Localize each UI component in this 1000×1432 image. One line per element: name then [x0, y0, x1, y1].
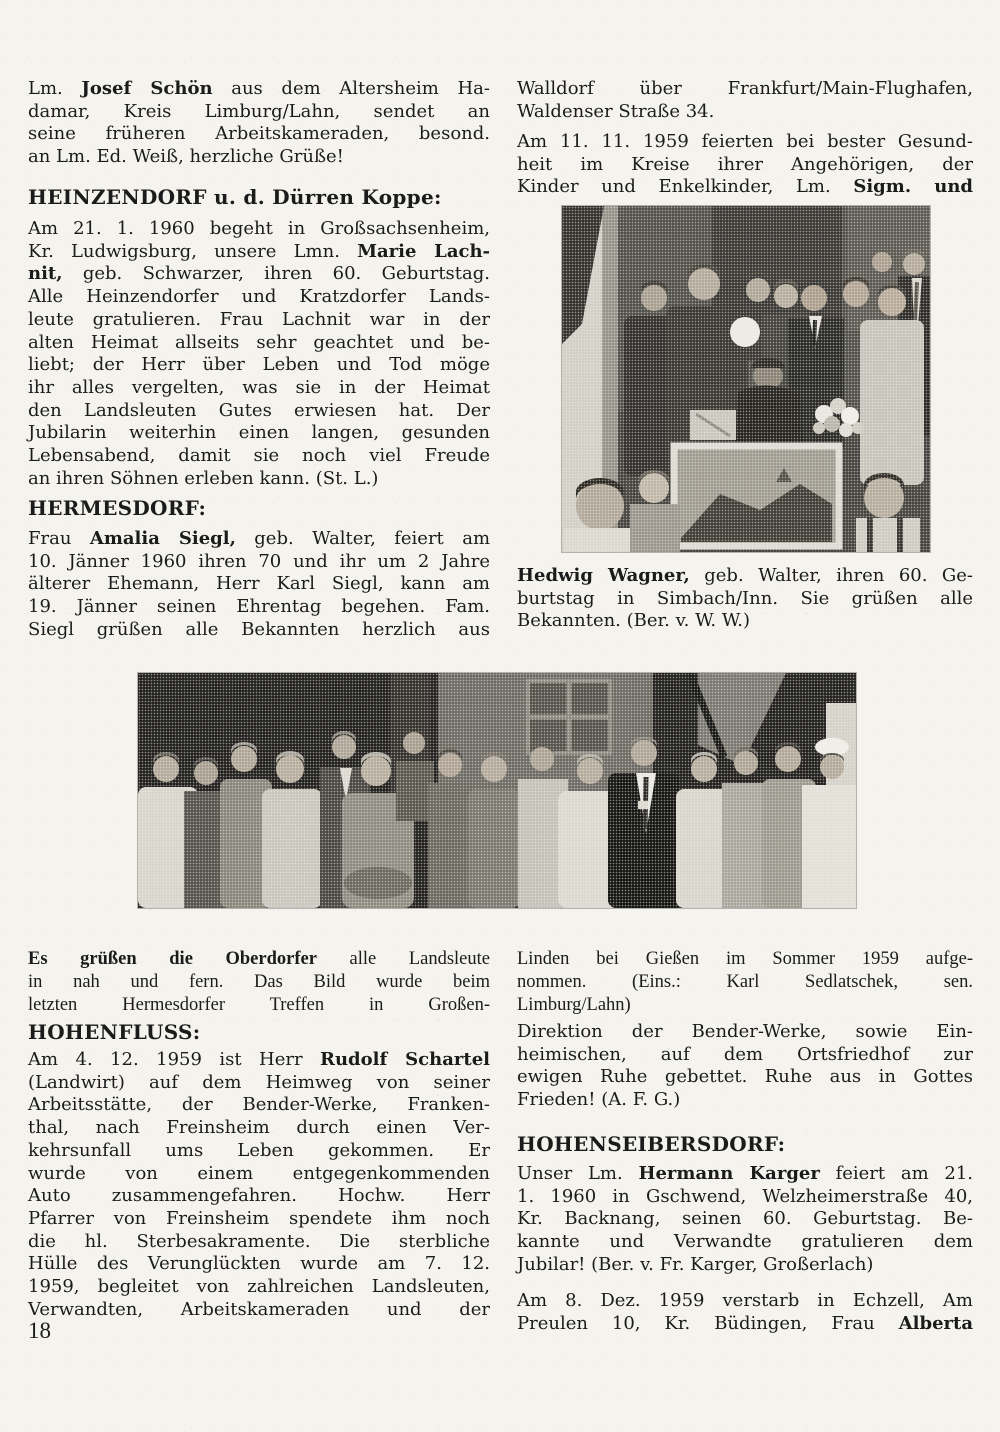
- text-line: ewigen Ruhe gebettet. Ruhe aus in Gottes: [517, 1066, 973, 1088]
- text-line: ihr alles vergelten, was sie in der Heimat: [28, 376, 490, 398]
- text-line: Waldenser Straße 34.: [517, 100, 715, 122]
- text-line: wurde von einem entgegenkommenden: [28, 1162, 490, 1184]
- paragraph-heinzendorf: [28, 218, 490, 490]
- paragraph-walldorf: [517, 78, 973, 123]
- text-line: Direktion der Bender-Werke, sowie Ein-: [517, 1021, 973, 1042]
- text-line: Am 21. 1. 1960 begeht in Großsachsenheim,: [28, 218, 490, 239]
- text-line: thal, nach Freinsheim durch einen Ver-: [28, 1117, 490, 1139]
- text-line: Preulen 10, Kr. Büdingen, Frau Alberta: [517, 1312, 973, 1334]
- text-line: 1. 1960 in Gschwend, Welzheimerstraße 40,: [517, 1185, 973, 1207]
- heading-hermesdorf: HERMESDORF:: [28, 496, 207, 520]
- text-line: kehrsunfall ums Leben gekommen. Er: [28, 1139, 490, 1161]
- text-line: letzten Hermesdorfer Treffen in Großen-: [28, 995, 490, 1015]
- text-line: den Landsleuten Gutes erwiesen hat. Der: [28, 399, 490, 421]
- text-line: Arbeitsstätte, der Bender-Werke, Franken-: [28, 1094, 490, 1116]
- text-line: kannte und Verwandte gratulieren dem: [517, 1231, 973, 1253]
- text-line: Bekannten. (Ber. v. W. W.): [517, 610, 750, 632]
- page-number: 18: [28, 1318, 51, 1343]
- text-line: Es grüßen die Oberdorfer alle Landsleute: [28, 949, 490, 969]
- text-line: Lebensabend, damit sie noch viel Freude: [28, 445, 490, 467]
- text-line: Kr. Ludwigsburg, unsere Lmn. Marie Lach-: [28, 240, 491, 262]
- text-line: Kr. Backnang, seinen 60. Geburtstag. Be-: [517, 1208, 973, 1230]
- text-line: Jubilarin weiterhin einen langen, gesunden: [28, 422, 490, 444]
- paragraph-feier: [517, 131, 973, 199]
- text-line: Limburg/Lahn): [517, 995, 631, 1015]
- text-line: heit im Kreise ihrer Angehörigen, der: [517, 153, 973, 175]
- text-line: (Landwirt) auf dem Heimweg von seiner: [28, 1071, 490, 1093]
- text-line: alten Heimat allseits sehr geachtet und be-: [28, 331, 490, 353]
- text-line: Alle Heinzendorfer und Kratzdorfer Lands-: [28, 286, 490, 308]
- paragraph-josef-schoen: [28, 78, 490, 169]
- caption-hedwig-wagner: [517, 565, 973, 633]
- text-line: an ihren Söhnen erleben kann. (St. L.): [28, 467, 379, 489]
- text-line: seine früheren Arbeitskameraden, besond.: [28, 123, 490, 145]
- text-line: Pfarrer von Freinsheim spendete ihm noch: [28, 1207, 490, 1229]
- heading-hohenfluss: HOHENFLUSS:: [28, 1020, 201, 1044]
- text-line: Siegl grüßen alle Bekannten herzlich aus: [28, 618, 490, 640]
- text-line: 19. Jänner seinen Ehrentag begehen. Fam.: [28, 596, 490, 618]
- paragraph-karger: [517, 1163, 973, 1277]
- text-line: Frau Amalia Siegl, geb. Walter, feiert am: [28, 528, 491, 549]
- oberdorfer-group-photo: [138, 673, 856, 908]
- text-line: an Lm. Ed. Weiß, herzliche Grüße!: [28, 146, 344, 168]
- text-line: burtstag in Simbach/Inn. Sie grüßen alle: [517, 587, 973, 609]
- text-line: Jubilar! (Ber. v. Fr. Karger, Großerlach): [517, 1253, 874, 1275]
- text-line: Am 4. 12. 1959 ist Herr Rudolf Schartel: [28, 1049, 490, 1070]
- paragraph-echzell: [517, 1290, 973, 1335]
- text-line: Frieden! (A. F. G.): [517, 1089, 681, 1111]
- text-line: Unser Lm. Hermann Karger feiert am 21.: [517, 1163, 974, 1184]
- heading-hohenseibersdorf: HOHENSEIBERSDORF:: [517, 1132, 786, 1156]
- text-line: leute gratulieren. Frau Lachnit war in der: [28, 308, 490, 330]
- oberdorfer-group-photo-art: [138, 673, 856, 908]
- text-line: nit, geb. Schwarzer, ihren 60. Geburtstag.: [28, 263, 490, 285]
- text-line: Lm. Josef Schön aus dem Altersheim Ha-: [28, 78, 491, 99]
- text-line: Auto zusammengefahren. Hochw. Herr: [28, 1185, 490, 1207]
- text-line: nommen. (Eins.: Karl Sedlatschek, sen.: [517, 972, 973, 992]
- text-line: Am 8. Dez. 1959 verstarb in Echzell, Am: [517, 1290, 973, 1311]
- caption-oberdorfer: [28, 948, 490, 1017]
- text-line: 1959, begleitet von zahlreichen Landsleuten,: [28, 1276, 490, 1298]
- text-line: älterer Ehemann, Herr Karl Siegl, kann am: [28, 573, 490, 595]
- text-line: Linden bei Gießen im Sommer 1959 aufge-: [517, 949, 973, 969]
- text-line: Am 11. 11. 1959 feierten bei bester Gesund-: [517, 131, 973, 152]
- paragraph-direktion: [517, 1021, 973, 1112]
- text-line: Walldorf über Frankfurt/Main-Flughafen,: [517, 78, 973, 99]
- birthday-group-photo: [562, 206, 930, 552]
- paragraph-hermesdorf: [28, 528, 490, 642]
- text-line: 10. Jänner 1960 ihren 70 und ihr um 2 Jahre: [28, 550, 490, 572]
- heading-heinzendorf: HEINZENDORF u. d. Dürren Koppe:: [28, 185, 442, 209]
- text-line: heimischen, auf dem Ortsfriedhof zur: [517, 1043, 973, 1065]
- text-line: Kinder und Enkelkinder, Lm. Sigm. und: [517, 176, 974, 198]
- text-line: die hl. Sterbesakramente. Die sterbliche: [28, 1230, 490, 1252]
- caption-linden: [517, 948, 973, 1017]
- birthday-group-photo-art: [562, 206, 930, 552]
- text-line: damar, Kreis Limburg/Lahn, sendet an: [28, 100, 490, 122]
- paragraph-hohenfluss: [28, 1049, 490, 1321]
- text-line: Verwandten, Arbeitskameraden und der: [28, 1298, 490, 1320]
- text-line: liebt; der Herr über Leben und Tod möge: [28, 354, 490, 376]
- text-line: Hülle des Verunglückten wurde am 7. 12.: [28, 1253, 490, 1275]
- text-line: Hedwig Wagner, geb. Walter, ihren 60. Ge-: [517, 565, 974, 586]
- text-line: in nah und fern. Das Bild wurde beim: [28, 972, 490, 992]
